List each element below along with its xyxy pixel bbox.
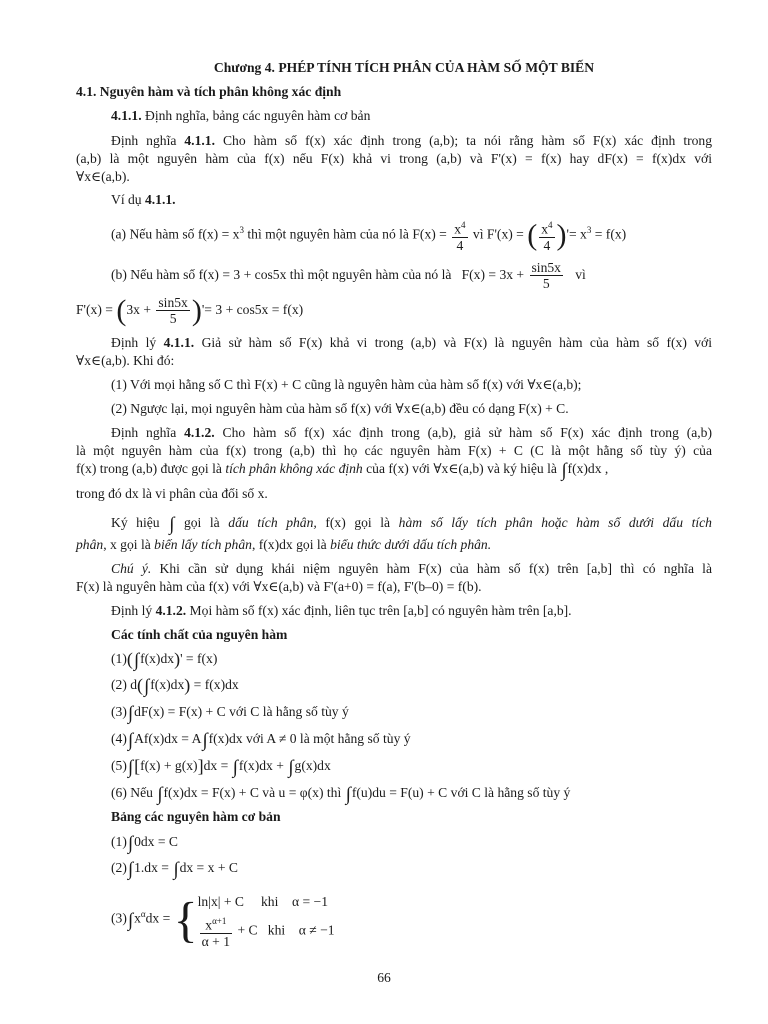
fraction: $\frac{x^4}{4}$ [541,220,553,253]
example-411-heading: Ví dụ 4.1.1. [111,192,176,207]
definition-412-line2: là một nguyên hàm của f(x) trong (a,b) thì họ các nguyên hàm F(x) + C (C là một hằng số tùy ý) của [76,443,712,458]
theorem-411-line1: Định lý 4.1.1. Giả sử hàm số F(x) khả vi trong (a,b) và F(x) là nguyên hàm của hàm số f(x) với [111,335,713,350]
property-2: (2) d(∫f(x)dx) = f(x)dx [111,675,239,697]
fraction: $\frac{x^4}{4}$ [454,220,466,253]
definition-411-line1: Định nghĩa 4.1.1. Cho hàm số f(x) xác định trong (a,b); ta nói rằng hàm số F(x) xác định trong [111,133,713,148]
definition-411-line2: (a,b) là một nguyên hàm của f(x) nếu F(x) khả vi trong (a,b) và F'(x) = f(x) hay dF(x) = f(x)dx với [76,151,712,166]
page-number: 66 [377,970,391,985]
notation-line1: Ký hiệu ∫ gọi là dấu tích phân, f(x) gọi là hàm số lấy tích phân hoặc hàm số dưới dấu tích [111,514,712,535]
definition-412-line3: f(x) trong (a,b) được gọi là tích phân không xác định của f(x) với ∀x∈(a,b) và ký hiệu là ∫f(x)dx , [76,460,609,481]
table-row-1: (1)∫0dx = C [111,833,178,854]
definition-412-line4: trong đó dx là vi phân của đối số x. [76,486,268,501]
properties-heading: Các tính chất của nguyên hàm [111,627,288,642]
theorem-411-line2: ∀x∈(a,b). Khi đó: [76,353,175,368]
property-5: (5)∫[f(x) + g(x)]dx = ∫f(x)dx + ∫g(x)dx [111,756,331,778]
theorem-411-item1: (1) Với mọi hằng số C thì F(x) + C cũng là nguyên hàm của hàm số f(x) với ∀x∈(a,b); [111,377,582,392]
integral-symbol: ∫ [169,514,175,535]
property-6: (6) Nếu ∫f(x)dx = F(x) + C và u = φ(x) thì ∫f(u)du = F(u) + C với C là hằng số tùy ý [111,784,571,805]
example-411-a: (a) Nếu hàm số $f(x) = x^3$ thì một nguyên hàm của nó là F(x) = $\frac{x^4}{4}$ vì F'(x) = ( $\frac{x^4}{4}$ )'= $x^3 = f(x)$ [111,218,627,253]
theorem-412: Định lý 4.1.2. Mọi hàm số f(x) xác định, liên tục trên [a,b] có nguyên hàm trên [a,b]. [111,603,572,618]
property-1: (1)(∫f(x)dx)' = f(x) [111,649,218,671]
definition-412-line1: Định nghĩa 4.1.2. Cho hàm số f(x) xác định trong (a,b), giả sử hàm số F(x) xác định trong (a,b) [111,425,712,440]
property-3: (3)∫dF(x) = F(x) + C với C là hằng số tùy ý [111,703,349,724]
property-4: (4)∫Af(x)dx = A∫f(x)dx với A ≠ 0 là một hằng số tùy ý [111,730,411,751]
fraction: $\frac{x^{\alpha+1}}{\alpha + 1}$ [201,916,231,949]
table-row-3: $(3)\int x^\alpha dx$ = { ln|x| + C khi α = −1 $\frac{x^{\alpha+1}}{\alpha + 1}$ + C khi α ≠ −1 [111,891,335,949]
theorem-411-item2: (2) Ngược lại, mọi nguyên hàm của hàm số f(x) với ∀x∈(a,b) đều có dạng F(x) + C. [111,401,569,416]
note-line1: Chú ý. Khi cần sử dụng khái niệm nguyên hàm F(x) của hàm số f(x) trên [a,b] thì có nghĩa là [111,561,712,576]
cases-block: ln|x| + C khi α = −1 $\frac{x^{\alpha+1}}{\alpha + 1}$ + C khi α ≠ −1 [197,894,335,949]
example-411-b: (b) Nếu hàm số f(x) = 3 + cos5x thì một nguyên hàm của nó là F(x) = 3x + $\frac{\sin 5x}{5}$ vì [111,260,586,292]
section-heading: 4.1. Nguyên hàm và tích phân không xác định [76,84,342,99]
definition-411-line3: ∀x∈(a,b). [76,169,130,184]
table-row-2: (2)∫1.dx = ∫dx = x + C [111,859,238,880]
table-heading: Bảng các nguyên hàm cơ bản [111,809,281,824]
fraction: $\frac{\sin 5x}{5}$ [531,260,561,292]
chapter-title: Chương 4. PHÉP TÍNH TÍCH PHÂN CỦA HÀM SỐ MỘT BIẾN [213,60,595,75]
integral-symbol: ∫ [561,460,567,481]
example-411-b-derivative: F'(x) = (3x + $\frac{\sin 5x}{5}$ )'= 3 + cos5x = f(x) [76,293,304,327]
fraction: $\frac{\sin 5x}{5}$ [158,295,188,327]
notation-line2: phân, x gọi là biến lấy tích phân, f(x)dx gọi là biểu thức dưới dấu tích phân. [76,537,492,552]
note-line2: F(x) là nguyên hàm của f(x) với ∀x∈(a,b) và F'(a+0) = f(a), F'(b–0) = f(b). [76,579,482,594]
subsection-heading: 4.1.1. Định nghĩa, bảng các nguyên hàm cơ bản [111,108,371,123]
